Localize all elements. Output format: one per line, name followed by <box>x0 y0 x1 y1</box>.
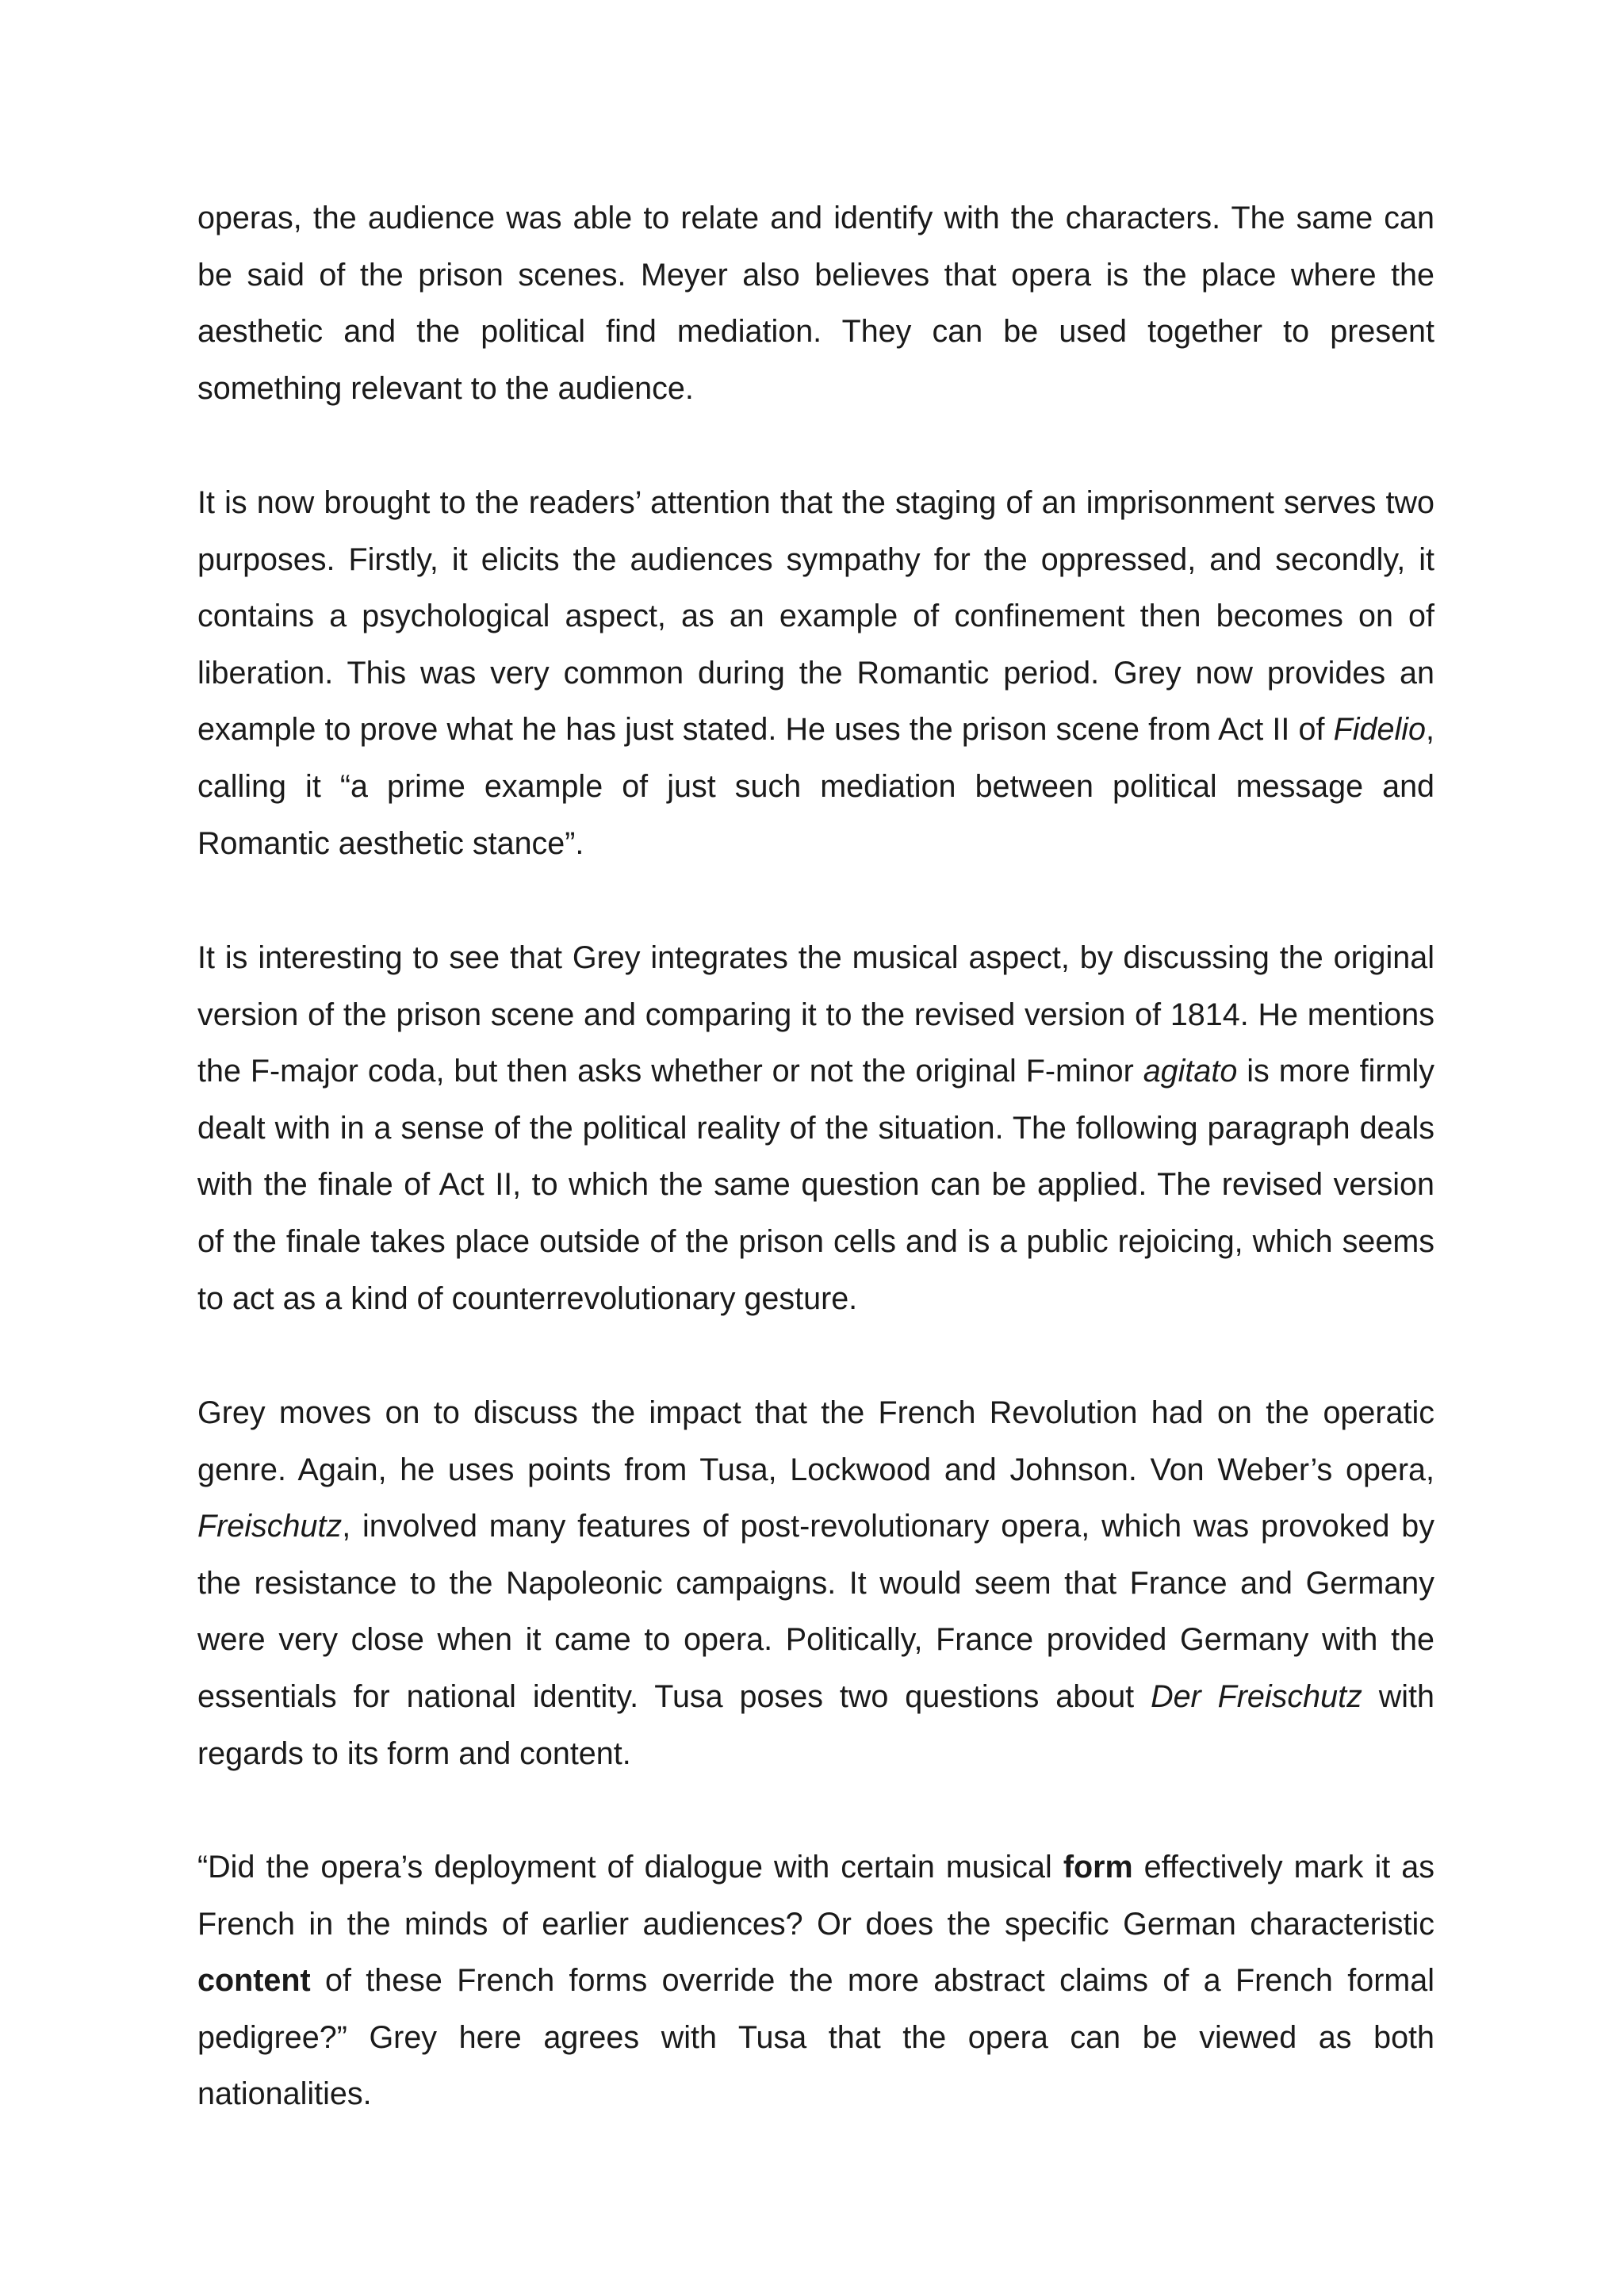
paragraph-4 <box>197 1385 1434 1782</box>
paragraph-4-title-freischutz: Freischutz <box>197 1509 343 1544</box>
paragraph-4-title-der-freischutz: Der Freischutz <box>1151 1678 1362 1714</box>
paragraph-5-text-b: effectively mark it as French in the minds of earlier audiences? Or does the specific German characteristic <box>197 1850 1434 1942</box>
paragraph-2-title-fidelio: Fidelio <box>1333 712 1427 748</box>
paragraph-4-text-a: Grey moves on to discuss the impact that the French Revolution had on the operatic genre. Again, he uses points from Tusa, Lockwood and Johnson. Von Weber’s opera, <box>197 1395 1434 1487</box>
paragraph-1-text: operas, the audience was able to relate and identify with the characters. The same can be said of the prison scenes. Meyer also believes that opera is the place where the aesthetic and the political find mediation. They can be used together to present something relevant to the audience. <box>197 201 1434 406</box>
paragraph-2 <box>197 475 1434 872</box>
paragraph-3-text-b: is more firmly dealt with in a sense of the political reality of the situation. The following paragraph deals with the finale of Act II, to which the same question can be applied. The revised version of the finale takes place outside of the prison cells and is a public rejoicing, which seems to act as a kind of counterrevolutionary gesture. <box>197 1054 1434 1316</box>
paragraph-5-text-c: of these French forms override the more abstract claims of a French formal pedigree?” Grey here agrees with Tusa that the opera can be viewed as both nationalities. <box>197 1963 1434 2112</box>
paragraph-5-text-a: “Did the opera’s deployment of dialogue with certain musical <box>197 1850 1063 1885</box>
paragraph-5 <box>197 1839 1434 2123</box>
paragraph-2-text-a: It is now brought to the readers’ attention that the staging of an imprisonment serves two purposes. Firstly, it elicits the audiences sympathy for the oppressed, and secondly, it contains a psychological aspect, as an example of confinement then becomes on of liberation. This was very common during the Romantic period. Grey now provides an example to prove what he has just stated. He uses the prison scene from Act II of <box>197 485 1434 748</box>
paragraph-3 <box>197 930 1434 1327</box>
paragraph-4-text-c: with regards to its form and content. <box>197 1678 1434 1771</box>
paragraph-1 <box>197 190 1434 417</box>
paragraph-2-text-b: , calling it “a prime example of just such mediation between political message and Romantic aesthetic stance”. <box>197 712 1434 861</box>
paragraph-3-text-a: It is interesting to see that Grey integrates the musical aspect, by discussing the original version of the prison scene and comparing it to the revised version of 1814. He mentions the F-major coda, but then asks whether or not the original F-minor <box>197 940 1434 1089</box>
paragraph-5-bold-content: content <box>197 1963 311 1999</box>
paragraph-5-bold-form: form <box>1063 1850 1133 1885</box>
paragraph-4-text-b: , involved many features of post-revolutionary opera, which was provoked by the resistance to the Napoleonic campaigns. It would seem that France and Germany were very close when it came to opera. Politically, France provided Germany with the essentials for national identity. Tusa poses two questions about <box>197 1509 1434 1714</box>
paragraph-3-term-agitato: agitato <box>1143 1054 1238 1089</box>
